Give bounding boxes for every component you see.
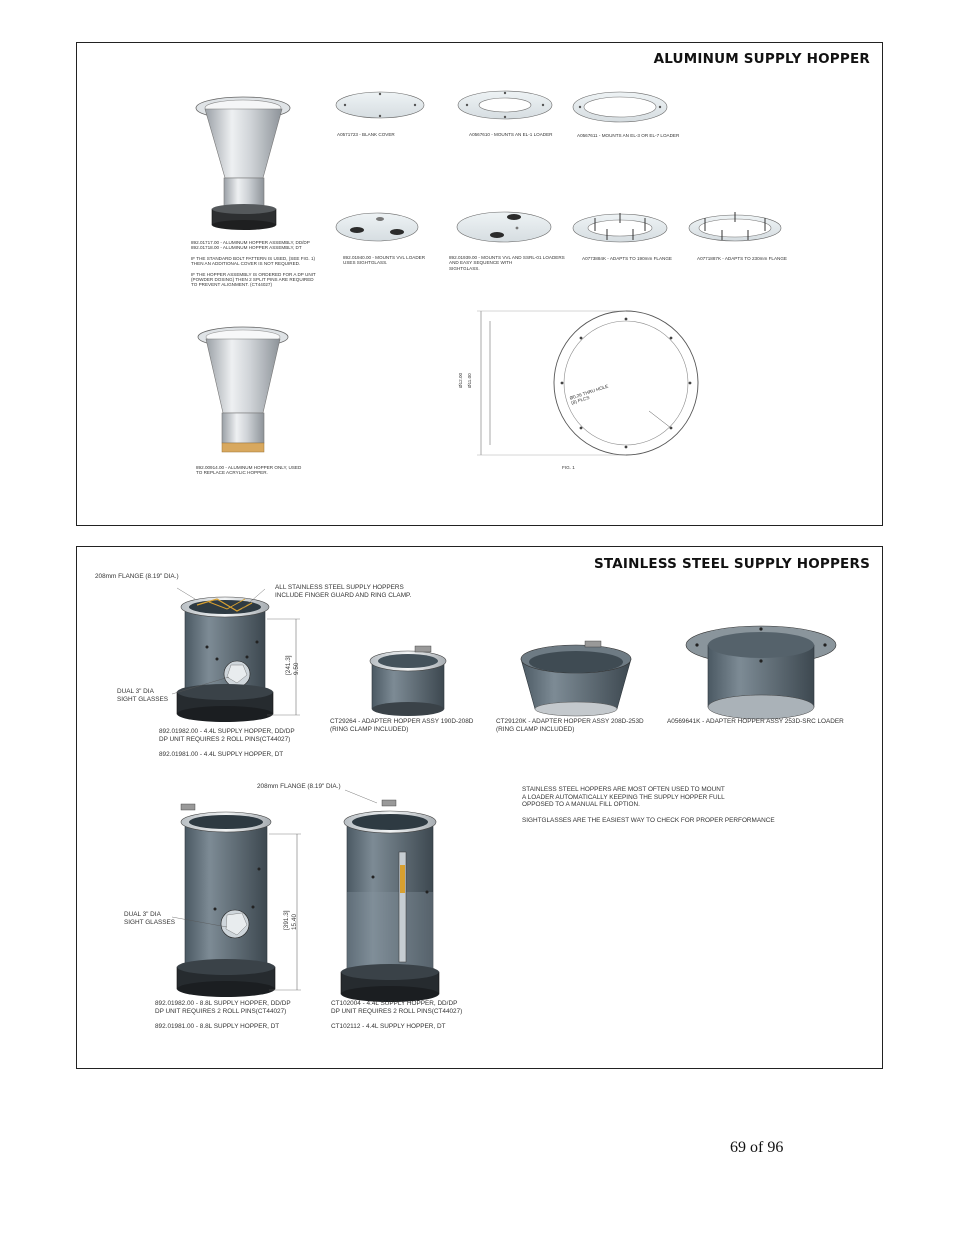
- hopper-44-dimension: [241.3] 9.50: [285, 655, 300, 675]
- hopper-88-dimension: [391.3] 15.40: [283, 910, 298, 930]
- hopper-44-caption: 892.01982.00 - 4.4L SUPPLY HOPPER, DD/DP DP UNIT REQUIRES 2 ROLL PINS(CT44027) 892.01981.00 - 4.4L SUPPLY HOPPER, DT: [159, 728, 295, 759]
- adapter-253-src-caption: A0569641K - ADAPTER HOPPER ASSY 253D-SRC LOADER: [667, 718, 844, 725]
- adapter-190-208-caption: CT29264 - ADAPTER HOPPER ASSY 190D-208D (RING CLAMP INCLUDED): [330, 718, 474, 733]
- aluminum-hopper-panel: [76, 42, 883, 526]
- adapter-190-caption: A0773884K - ADAPTS TO 190mm FLANGE: [582, 256, 672, 261]
- adapter-253-src-image: [686, 626, 836, 719]
- aluminum-hopper-assembly-image: [196, 97, 290, 230]
- aluminum-hopper-only-image: [198, 327, 288, 452]
- vvl-cover-image: [336, 213, 418, 241]
- adapter-208-253-caption: CT29120K - ADAPTER HOPPER ASSY 208D-253D (RING CLAMP INCLUDED): [496, 718, 644, 733]
- el3-cover-image: [573, 92, 667, 122]
- adapter-230-image: [689, 212, 781, 241]
- stainless-hopper-panel: [76, 546, 883, 1069]
- blank-cover-caption: A0571723 - BLANK COVER: [337, 132, 395, 137]
- page-number: 69 of 96: [730, 1139, 784, 1156]
- stainless-hopper-88l-image: [172, 804, 301, 997]
- stainless-hopper-44l-image: [172, 588, 300, 722]
- stainless-notes: STAINLESS STEEL HOPPERS ARE MOST OFTEN USED TO MOUNT A LOADER AUTOMATICALLY KEEPING THE SUPPLY HOPPER FULL OPPOSED TO A MANUAL FILL OPTION. SIGHTGLASSES ARE THE EASIEST WAY TO CHECK FOR PROPER PERFORMANCE: [522, 786, 775, 824]
- adapter-208-253-image: [521, 641, 631, 716]
- blank-cover-image: [336, 92, 424, 118]
- fig1-label: FIG. 1: [562, 465, 575, 470]
- fig1-outer-diameter: Ø12.00: [458, 372, 463, 388]
- el1-cover-image: [458, 91, 552, 119]
- fig1-bolt-pattern-drawing: [477, 311, 698, 455]
- aluminum-panel-title: ALUMINUM SUPPLY HOPPER: [653, 51, 870, 67]
- el1-cover-caption: A0567610 - MOUNTS AN EL-1 LOADER: [469, 132, 553, 137]
- stainless-panel-title: STAINLESS STEEL SUPPLY HOPPERS: [593, 556, 870, 572]
- fig1-inner-diameter: Ø11.00: [467, 373, 472, 388]
- flange-label-1: 208mm FLANGE (8.19" DIA.): [95, 573, 179, 580]
- finger-guard-note: ALL STAINLESS STEEL SUPPLY HOPPERS INCLUDE FINGER GUARD AND RING CLAMP.: [275, 584, 412, 599]
- el3-cover-caption: A0567611 - MOUNTS AN EL-3 OR EL-7 LOADER: [577, 133, 680, 138]
- adapter-230-caption: A0771887K - ADAPTS TO 230mm FLANGE: [697, 256, 787, 261]
- aluminum-hopper-only-caption: 892.00914.00 - ALUMINUM HOPPER ONLY, USED TO REPLACE ACRYLIC HOPPER.: [196, 465, 302, 476]
- fig1-hole-note: Ø0.26 THRU HOLE (8) PLCS: [569, 383, 609, 406]
- ct-hopper-44l-image: [341, 790, 439, 1002]
- vvl-ssrl-cover-caption: 892.01939.00 - MOUNTS VVL AND SSRL-01 LOADERS AND EASY SEQUENCE WITH SIGHTGLASS.: [449, 255, 565, 271]
- flange-label-2: 208mm FLANGE (8.19" DIA.): [257, 783, 341, 790]
- adapter-190-208-image: [370, 646, 446, 716]
- vvl-cover-caption: 892.01940.00 - MOUNTS VVL LOADER USES SIGHTGLASS.: [343, 255, 426, 266]
- ct-hopper-caption: CT102004 - 4.4L SUPPLY HOPPER, DD/DP DP UNIT REQUIRES 2 ROLL PINS(CT44027) CT102112 - 4.4L SUPPLY HOPPER, DT: [331, 1000, 463, 1031]
- dual-sight-glasses-2: DUAL 3" DIA SIGHT GLASSES: [124, 911, 176, 926]
- dual-sight-glasses-1: DUAL 3" DIA SIGHT GLASSES: [117, 688, 169, 703]
- aluminum-assembly-notes: 892.01717.00 - ALUMINUM HOPPER ASSEMBLY, DD/DP 892.01718.00 - ALUMINUM HOPPER ASSEMBLY, DT IF THE STANDARD BOLT PATTERN IS USED, (SEE FIG. 1) THEN AN ADDITIONAL COVER IS NOT REQUIRED. IF THE HOPPER ASSEMBLY IS ORDERED FOR A DP UNIT (POWDER DOSING) THEN 2 SPLIT PINS ARE REQUIRED TO PREVENT ALIGNMENT. (CT44027): [191, 240, 316, 288]
- vvl-ssrl-cover-image: [457, 212, 551, 242]
- hopper-88-caption: 892.01982.00 - 8.8L SUPPLY HOPPER, DD/DP DP UNIT REQUIRES 2 ROLL PINS(CT44027) 892.01981.00 - 8.8L SUPPLY HOPPER, DT: [155, 1000, 291, 1031]
- adapter-190-image: [573, 213, 667, 242]
